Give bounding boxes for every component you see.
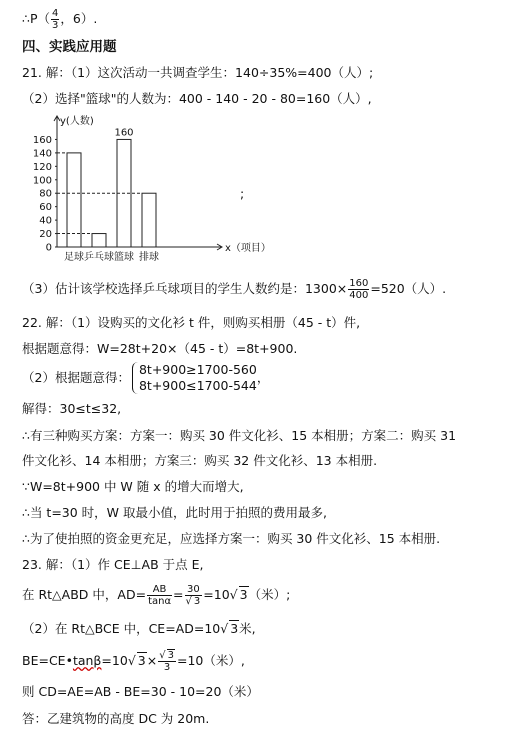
- q22-line-3: （2）根据题意得： 8t+900≥1700-560 8t+900≤1700-544 ，: [22, 362, 270, 393]
- q21-line-2: （2）选择"篮球"的人数为：400 - 140 - 20 - 80=160（人）,: [22, 91, 372, 106]
- q23-line-6: 答：乙建筑物的高度 DC 为 20m.: [22, 711, 210, 726]
- x-tick-label: 足球: [64, 252, 84, 263]
- q22-line-8: ∴当 t=30 时，W 取最小值，此时用于拍照的费用最多,: [22, 505, 327, 520]
- x-tick-label: 篮球: [114, 252, 134, 263]
- y-tick-label: 0: [45, 242, 52, 254]
- q22-line-4: 解得：30≤t≤32,: [22, 401, 122, 416]
- q22-line-2: 根据题意得：W=28t+20×（45 - t）=8t+900.: [22, 341, 298, 356]
- q21-line-3: （3）估计该学校选择乒乓球项目的学生人数约是：1300× $\frac{160}{400}$ =520（人）.: [22, 278, 447, 301]
- q22-line-7: ∵W=8t+900 中 W 随 x 的增大而增大,: [22, 479, 244, 494]
- q23-line-5: 则 CD=AE=AB - BE=30 - 10=20（米）: [22, 684, 259, 699]
- q22-line-9: ∴为了使拍照的资金更充足，应选择方案一：购买 30 件文化衫、15 本相册.: [22, 531, 441, 546]
- q21-line-1: 21. 解：（1）这次活动一共调查学生：140÷35%=400（人）;: [22, 65, 374, 80]
- bar-3: [142, 193, 156, 247]
- section-heading: 四、实践应用题: [22, 39, 117, 55]
- fraction-ab-tan: $\frac{AB}{\tan\alpha}$: [148, 584, 172, 607]
- fraction-sqrt3-3: $\frac{√ 3}{3}$: [159, 650, 174, 673]
- y-tick-label: 20: [39, 229, 52, 241]
- x-tick-label: 乒乓球: [84, 252, 114, 263]
- fraction-4-3: $\frac{4}{3}$: [52, 8, 59, 31]
- q22-line-6: 件文化衫、14 本相册；方案三：购买 32 件文化衫、13 本相册.: [22, 453, 378, 468]
- bar-1: [92, 234, 106, 247]
- x-tick-label: 排球: [139, 252, 159, 263]
- y-axis-label: y(人数): [60, 116, 94, 127]
- bar-0: [67, 153, 81, 247]
- y-tick-label: 160: [32, 134, 52, 146]
- q23-line-3: （2）在 Rt△BCE 中，CE=AD=10√ 3米,: [22, 621, 256, 636]
- bar-chart: [22, 112, 271, 267]
- y-tick-label: 120: [32, 161, 52, 173]
- point-p-line: ∴P（ $\frac{4}{3}$ ，6）.: [22, 8, 98, 31]
- q23-line-2: 在 Rt△ABD 中，AD= $\frac{AB}{\tan\alpha}$ = $\frac{30}{√ 3}$ =10√ 3（米）;: [22, 584, 291, 607]
- fraction-160-400: $\frac{160}{400}$: [349, 278, 369, 301]
- chart-semicolon: ;: [240, 186, 245, 201]
- fraction-30-sqrt3: $\frac{30}{√ 3}$: [185, 584, 201, 607]
- q23-line-1: 23. 解：（1）作 CE⊥AB 于点 E,: [22, 557, 204, 572]
- y-tick-label: 40: [39, 215, 52, 227]
- y-tick-label: 80: [39, 188, 52, 200]
- q23-line-4: BE=CE•tanβ=10√ 3× $\frac{√ 3}{3}$ =10（米）,: [22, 650, 245, 673]
- q22-line-5: ∴有三种购买方案：方案一：购买 30 件文化衫、15 本相册；方案二：购买 31: [22, 428, 457, 443]
- y-tick-label: 100: [32, 175, 52, 187]
- inequality-system: 8t+900≥1700-560 8t+900≤1700-544: [132, 362, 257, 394]
- y-tick-label: 140: [32, 148, 52, 160]
- y-tick-label: 60: [39, 202, 52, 214]
- data-label: 160: [114, 127, 134, 139]
- x-axis-label: x（项目）: [225, 243, 271, 254]
- q22-line-1: 22. 解：（1）设购买的文化衫 t 件，则购买相册（45 - t）件,: [22, 315, 361, 330]
